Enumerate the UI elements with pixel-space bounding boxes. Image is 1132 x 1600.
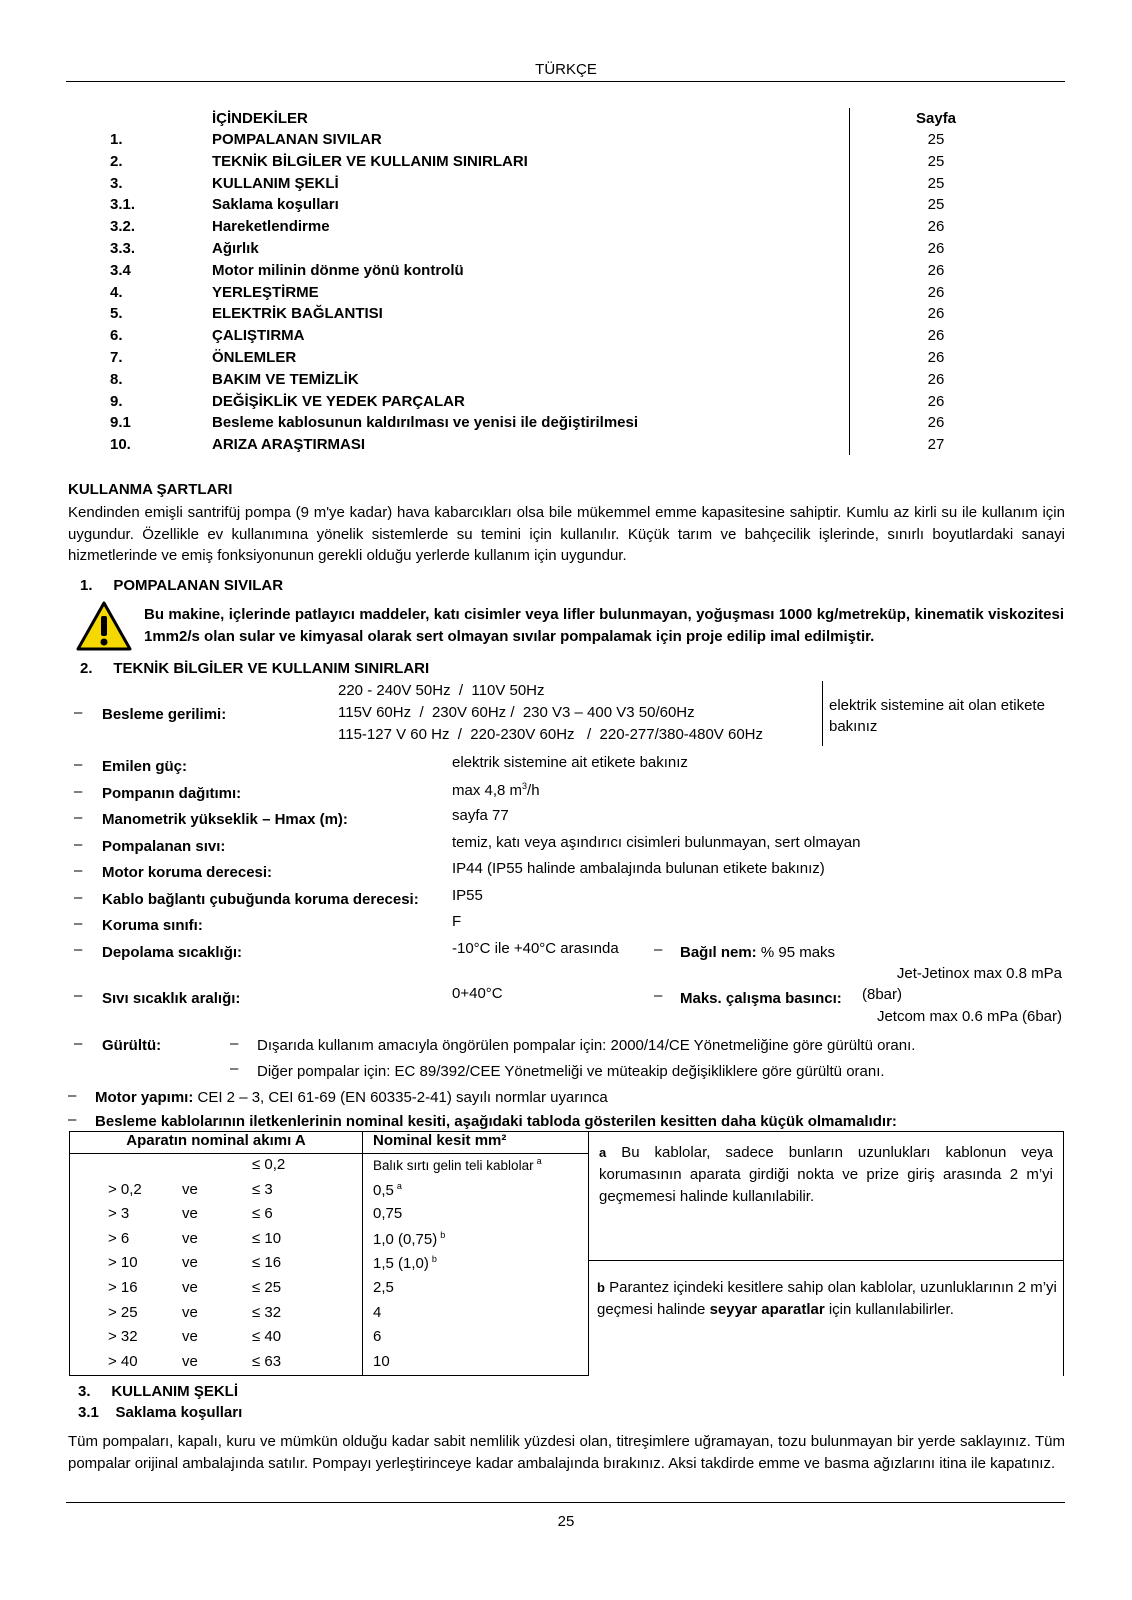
section-value: 6 xyxy=(373,1328,382,1346)
current-max: ≤ 0,2 xyxy=(252,1156,286,1173)
toc-item[interactable] xyxy=(0,305,1132,327)
current-min: > 16 xyxy=(108,1279,138,1296)
toc-item-title: YERLEŞTİRME xyxy=(212,283,319,301)
voltage-line-3: 115-127 V 60 Hz / 220-230V 60Hz / 220-277/380-480V 60Hz xyxy=(338,726,763,743)
toc-item-page: 25 xyxy=(927,131,945,148)
section-rows xyxy=(363,1154,588,1375)
bullet-dash: – xyxy=(230,1035,239,1052)
toc-item-num: 9. xyxy=(110,392,123,410)
toc-item-page: 25 xyxy=(927,152,945,170)
spec-value xyxy=(452,834,861,851)
current-max: ≤ 32 xyxy=(252,1303,282,1321)
fluid-temp-value: 0+40°C xyxy=(452,985,503,1002)
table-note-a xyxy=(589,1132,1064,1376)
bullet-dash: – xyxy=(230,1060,239,1077)
bullet-dash: – xyxy=(74,704,83,721)
toc-item[interactable] xyxy=(0,196,1132,218)
current-ve: ve xyxy=(182,1328,198,1346)
current-rows xyxy=(70,1154,362,1375)
spec-value-text: temiz, katı veya aşındırıcı cisimleri bulunmayan, sert olmayan xyxy=(452,834,861,851)
table-note-b xyxy=(597,1277,1061,1321)
bullet-dash: – xyxy=(74,836,83,853)
storage-temp-value: -10°C ile +40°C arasında xyxy=(452,940,619,957)
spec-value xyxy=(452,913,461,930)
voltage-divider xyxy=(822,681,823,746)
current-max: ≤ 25 xyxy=(252,1279,282,1296)
cable-note: Besleme kablolarının iletkenlerinin nominal kesiti, aşağıdaki tabloda gösterilen kesitten daha küçük olmamalıdır: xyxy=(95,1113,897,1130)
usage-text: Kendinden emişli santrifüj pompa (9 m'ye kadar) hava kabarcıkları olsa bile mükemmel emme kapasitesine sahiptir. Kumlu az kirli su ile kullanım için uygundur. Özellikle ev kullanımına yönelik sistemlerde su temini için kullanılır. Küçük tarım ve bahçecilik işlerinde, sınırlı boyutlardaki sanayi hizmetlerinde ve emiş fonksiyonunun gerekli olduğu yerlerde kullanım için uygundur. xyxy=(68,504,1065,564)
humidity-label: Bağıl nem: xyxy=(680,944,757,961)
voltage-note: elektrik sistemine ait olan etikete bakınız xyxy=(829,697,1045,735)
toc-item-title: ÇALIŞTIRMA xyxy=(212,327,305,345)
toc-item[interactable] xyxy=(0,371,1132,393)
toc-item-page: 26 xyxy=(927,240,945,257)
noise-label: Gürültü: xyxy=(102,1037,162,1054)
pressure-label: Maks. çalışma basıncı: xyxy=(680,990,842,1007)
bullet-dash: – xyxy=(74,809,83,826)
warning-triangle-icon xyxy=(76,601,132,651)
section2-heading: 2. TEKNİK BİLGİLER VE KULLANIM SINIRLARI xyxy=(80,660,430,677)
bullet-dash: – xyxy=(74,941,83,958)
bullet-dash: – xyxy=(74,1035,83,1052)
current-ve: ve xyxy=(182,1205,198,1223)
section3-1-heading: 3.1 Saklama koşulları xyxy=(78,1404,243,1421)
toc-item-num: 6. xyxy=(110,327,123,345)
bullet-dash: – xyxy=(68,1111,77,1128)
section-footnote-mark: a xyxy=(536,1156,542,1166)
pressure-line-3: Jetcom max 0.6 mPa (6bar) xyxy=(876,1008,1062,1025)
toc-item-num: 1. xyxy=(110,131,123,148)
current-min: > 6 xyxy=(108,1229,130,1247)
note-a-text: Bu kablolar, sadece bunların uzunlukları kablonun veya korumasının aparata girdiği nokta ve prize giriş arasında 2 m’yi geçmemesi halinde kullanılabilir. xyxy=(599,1144,1053,1205)
section-value: 0,75 xyxy=(373,1205,403,1223)
fluid-temp-label: Sıvı sıcaklık aralığı: xyxy=(102,990,241,1007)
bullet-dash: – xyxy=(74,987,83,1004)
spec-value-text: IP44 (IP55 halinde ambalajında bulunan etikete bakınız) xyxy=(452,860,825,877)
section-value: 1,5 (1,0) xyxy=(373,1255,429,1273)
current-min: > 40 xyxy=(108,1352,138,1370)
toc-item-title: Motor milinin dönme yönü kontrolü xyxy=(212,261,464,279)
warning-text: Bu makine, içlerinde patlayıcı maddeler, katı cisimler veya lifler bulunmayan, yoğuşması 1000 kg/metreküp, kinematik viskozitesi 1mm2/s olan sular ve kimyasal olarak sert olmayan sıvılar pompalamak için proje edilip imal edilmiştir. xyxy=(144,606,1064,645)
table-header-current: Aparatın nominal akımı A xyxy=(70,1132,363,1154)
current-max: ≤ 63 xyxy=(252,1352,282,1370)
toc-item-title: ELEKTRİK BAĞLANTISI xyxy=(212,305,383,323)
section-footnote-mark: a xyxy=(396,1180,402,1191)
section-value-row xyxy=(373,1254,437,1272)
pressure-line-2: (8bar) xyxy=(862,986,903,1003)
toc-item-num: 5. xyxy=(110,305,123,323)
toc-item-title: ARIZA ARAŞTIRMASI xyxy=(212,436,366,454)
toc-item-page: 26 xyxy=(927,370,945,388)
noise-line-2: Diğer pompalar için: EC 89/392/CEE Yönetmeliği ve müteakip değişikliklere göre gürültü oranı. xyxy=(257,1063,885,1080)
spec-label: Pompalanan sıvı: xyxy=(102,838,226,855)
toc-item[interactable] xyxy=(0,436,1132,458)
toc-item-page: 26 xyxy=(927,261,945,279)
motor-label: Motor yapımı: xyxy=(95,1089,194,1106)
current-ve: ve xyxy=(182,1229,198,1247)
toc-item-title: BAKIM VE TEMİZLİK xyxy=(212,370,359,388)
section1-heading: 1. POMPALANAN SIVILAR xyxy=(80,577,284,594)
spec-value-text: F xyxy=(452,913,462,930)
spec-value-after: /h xyxy=(527,782,540,799)
bullet-dash: – xyxy=(654,987,663,1004)
current-ve: ve xyxy=(182,1254,198,1272)
bullet-dash: – xyxy=(74,862,83,879)
toc-item-num: 7. xyxy=(110,349,123,366)
bullet-dash: – xyxy=(74,783,83,800)
toc-item-page: 27 xyxy=(927,436,945,454)
usage-heading: KULLANMA ŞARTLARI xyxy=(68,481,233,498)
spec-value xyxy=(452,860,825,877)
toc-item-num: 3.4 xyxy=(110,261,131,279)
toc-item-num: 3.2. xyxy=(110,218,136,236)
current-min: > 0,2 xyxy=(108,1180,142,1198)
toc-item-page: 26 xyxy=(927,414,945,432)
toc-item-title: Hareketlendirme xyxy=(212,218,330,236)
header-divider xyxy=(66,81,1065,82)
toc-item[interactable] xyxy=(0,414,1132,436)
toc-item[interactable] xyxy=(0,393,1132,415)
current-min: > 32 xyxy=(108,1328,138,1346)
cable-section-table xyxy=(69,1131,1064,1376)
toc-item-num: 10. xyxy=(110,436,131,454)
note-b-top-border xyxy=(588,1260,1064,1261)
toc-page-heading: Sayfa xyxy=(916,110,957,127)
current-ve: ve xyxy=(182,1279,198,1296)
current-ve: ve xyxy=(182,1352,198,1370)
toc-item-page: 25 xyxy=(927,174,945,192)
section-value: 4 xyxy=(373,1303,382,1321)
toc-item-num: 3.3. xyxy=(110,240,136,257)
toc-item-num: 8. xyxy=(110,370,123,388)
toc-item[interactable] xyxy=(0,131,1132,153)
toc-item[interactable] xyxy=(0,153,1132,175)
toc-item-title: Saklama koşulları xyxy=(212,196,339,214)
section-footnote-mark: b xyxy=(431,1254,437,1265)
toc-item[interactable] xyxy=(0,327,1132,349)
spec-value-text: IP55 xyxy=(452,887,483,904)
bullet-dash: – xyxy=(74,889,83,906)
bullet-dash: – xyxy=(68,1087,77,1104)
section-value: 1,0 (0,75) xyxy=(373,1230,438,1248)
toc-item[interactable] xyxy=(0,218,1132,240)
section-value-row xyxy=(373,1230,445,1248)
spec-value xyxy=(452,781,540,799)
toc-item-title: KULLANIM ŞEKLİ xyxy=(212,174,339,192)
current-max: ≤ 3 xyxy=(252,1180,273,1198)
spec-value xyxy=(452,887,483,904)
toc-item-page: 25 xyxy=(927,196,945,214)
spec-value xyxy=(452,807,509,824)
humidity-value: % 95 maks xyxy=(756,944,836,961)
section3-text: Tüm pompaları, kapalı, kuru ve mümkün olduğu kadar sabit nemlilik yüzdesi olan, titreşimlere uğramayan, tozu bulunmayan bir yerde saklayınız. Tüm pompalar orijinal ambalajında satılır. Pompayı yerleştirinceye kadar ambalajında bırakınız. Aksi takdirde emme ve basma ağızlarını itina ile kapatınız. xyxy=(68,1433,1065,1472)
toc-item[interactable] xyxy=(0,284,1132,306)
spec-value-text: elektrik sistemine ait etikete bakınız xyxy=(452,754,688,771)
language-header: TÜRKÇE xyxy=(535,61,597,78)
spec-label: Emilen güç: xyxy=(102,758,188,775)
spec-value xyxy=(452,754,688,771)
motor-construction xyxy=(95,1089,608,1106)
current-max: ≤ 6 xyxy=(252,1205,273,1223)
note-b-post: için kullanılabilirler. xyxy=(824,1301,954,1318)
toc-item-num: 2. xyxy=(110,152,123,170)
bullet-dash: – xyxy=(654,941,663,958)
current-ve: ve xyxy=(182,1303,198,1321)
section-value-row xyxy=(373,1181,402,1199)
toc-item-num: 3. xyxy=(110,174,123,192)
toc-item[interactable] xyxy=(0,349,1132,371)
current-min: > 25 xyxy=(108,1303,138,1321)
pressure-line-1: Jet-Jetinox max 0.8 mPa xyxy=(896,965,1062,982)
note-a-mark: a xyxy=(599,1145,607,1160)
current-max: ≤ 16 xyxy=(252,1254,282,1272)
note-b-pre: Parantez içindeki kesitlere sahip olan kablolar, uzunluklarının 2 m’yi geçmesi halinde xyxy=(597,1279,1057,1318)
toc-item-page: 26 xyxy=(927,218,945,236)
toc-item-page: 26 xyxy=(927,327,945,345)
toc-item[interactable] xyxy=(0,262,1132,284)
toc-item-title: Ağırlık xyxy=(212,240,259,257)
note-b-mark: b xyxy=(597,1280,605,1295)
spec-value-text: sayfa 77 xyxy=(452,807,509,824)
humidity xyxy=(680,944,835,961)
toc-item-title: POMPALANAN SIVILAR xyxy=(212,131,382,148)
spec-label: Motor koruma derecesi: xyxy=(102,864,273,881)
current-min: > 10 xyxy=(108,1254,138,1272)
toc-item[interactable] xyxy=(0,240,1132,262)
toc-heading: İÇİNDEKİLER xyxy=(212,110,308,127)
table-section-cell xyxy=(363,1154,589,1376)
section-value: 10 xyxy=(373,1352,390,1370)
spec-label: Kablo bağlantı çubuğunda koruma derecesi: xyxy=(102,891,419,908)
voltage-line-1: 220 - 240V 50Hz / 110V 50Hz xyxy=(338,682,545,699)
current-ve: ve xyxy=(182,1180,198,1198)
toc-item[interactable] xyxy=(0,175,1132,197)
motor-value: CEI 2 – 3, CEI 61-69 (EN 60335-2-41) sayılı normlar uyarınca xyxy=(193,1089,608,1106)
spec-value-sup: 3 xyxy=(522,781,528,791)
current-max: ≤ 40 xyxy=(252,1328,282,1346)
bullet-dash: – xyxy=(74,756,83,773)
toc-item-num: 4. xyxy=(110,283,123,301)
section3-heading: 3. KULLANIM ŞEKLİ xyxy=(78,1383,239,1400)
toc-item-num: 3.1. xyxy=(110,196,136,214)
toc-item-title: Besleme kablosunun kaldırılması ve yenisi ile değiştirilmesi xyxy=(212,414,639,432)
toc-item-page: 26 xyxy=(927,392,945,410)
section-footnote-mark: b xyxy=(440,1229,446,1240)
toc-item-num: 9.1 xyxy=(110,414,131,432)
storage-temp-label: Depolama sıcaklığı: xyxy=(102,944,243,961)
toc-item-title: TEKNİK BİLGİLER VE KULLANIM SINIRLARI xyxy=(212,152,528,170)
table-header-section: Nominal kesit mm² xyxy=(363,1132,589,1154)
toc-item-page: 26 xyxy=(927,305,945,323)
page-number: 25 xyxy=(557,1513,575,1530)
spec-label: Pompanın dağıtımı: xyxy=(102,785,242,802)
toc-item-page: 26 xyxy=(927,283,945,301)
section-value-row xyxy=(373,1156,542,1174)
footer-divider xyxy=(66,1502,1065,1503)
voltage-line-2: 115V 60Hz / 230V 60Hz / 230 V3 – 400 V3 50/60Hz xyxy=(338,704,695,721)
section-value: 2,5 xyxy=(373,1279,394,1296)
bullet-dash: – xyxy=(74,915,83,932)
spec-value-text: max 4,8 m xyxy=(452,782,523,799)
toc-item-title: DEĞİŞİKLİK VE YEDEK PARÇALAR xyxy=(212,392,465,410)
table-current-cell xyxy=(70,1154,363,1376)
spec-label: Manometrik yükseklik – Hmax (m): xyxy=(102,811,348,828)
current-max: ≤ 10 xyxy=(252,1229,282,1247)
voltage-label: Besleme gerilimi: xyxy=(102,706,227,723)
note-b-bold: seyyar aparatlar xyxy=(709,1301,825,1318)
section-value: Balık sırtı gelin teli kablolar xyxy=(373,1158,534,1173)
noise-line-1: Dışarıda kullanım amacıyla öngörülen pompalar için: 2000/14/CE Yönetmeliğine göre gürültü oranı. xyxy=(257,1037,916,1054)
section-value: 0,5 xyxy=(373,1181,394,1199)
toc-item-page: 26 xyxy=(927,349,945,366)
current-min: > 3 xyxy=(108,1205,130,1223)
toc-item-title: ÖNLEMLER xyxy=(212,349,297,366)
spec-label: Koruma sınıfı: xyxy=(102,917,203,934)
